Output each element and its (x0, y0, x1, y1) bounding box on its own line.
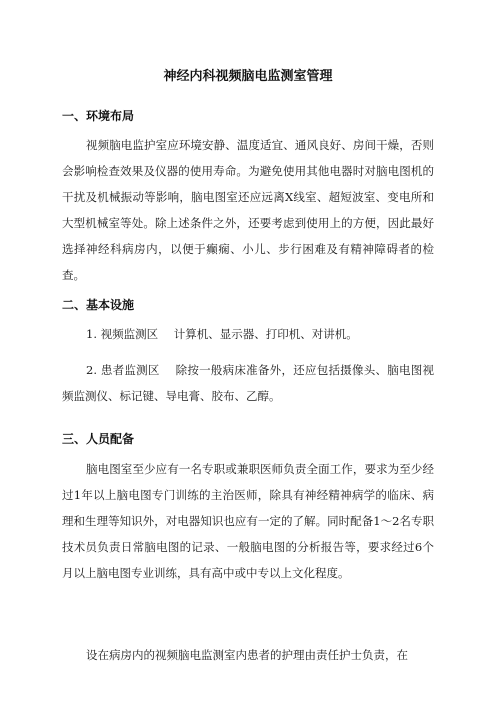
facility-item-label: 患者监测区 (100, 363, 160, 377)
section-paragraph-staffing: 脑电图室至少应有一名专职或兼职医师负责全面工作，要求为至少经过1年以上脑电图专门训练的主治医师，除具有神经精神病学的临床、病理和生理等知识外，对电器知识也应有一定的了解。同时配备1～2名专职技术员负责日常脑电图的记录、一般脑电图的分析报告等，要求经过6个月以上脑电图专业训练，具有高中或中专以上文化程度。 (62, 462, 434, 580)
section-paragraph-nursing: 设在病房内的视频脑电监测室内患者的护理由责任护士负责，在 (86, 648, 408, 662)
facility-item-video-area (62, 321, 434, 347)
facility-item-number: 1. (86, 327, 97, 341)
facility-item-label: 视频监测区 (100, 327, 159, 341)
document-title: 神经内科视频脑电监测室管理 (163, 69, 333, 84)
section-heading-environment: 一、环境布局 (62, 109, 135, 123)
facility-item-patient-area (62, 357, 434, 409)
facility-item-text: 除按一般病床准备外，还应包括摄像头、脑电图视频监测仪、标记键、导电膏、胶布、乙醇。 (62, 363, 435, 403)
section-paragraph-environment: 视频脑电监护室应环境安静、温度适宜、通风良好、房间干燥，否则会影响检查效果及仪器的使用寿命。为避免使用其他电器时对脑电图机的干扰及机械振动等影响，脑电图室还应远离X线室、超短波室、变电所和大型机械室等处。除上述条件之外，还要考虑到使用上的方便，因此最好选择神经科病房内，以便于癫痫、小儿、步行困难及有精神障碍者的检查。 (62, 138, 434, 282)
section-heading-staffing: 三、人员配备 (62, 432, 135, 446)
section-heading-facilities: 二、基本设施 (62, 298, 135, 312)
facility-item-text: 计算机、显示器、打印机、对讲机。 (173, 327, 358, 341)
facility-item-number: 2. (86, 363, 97, 377)
